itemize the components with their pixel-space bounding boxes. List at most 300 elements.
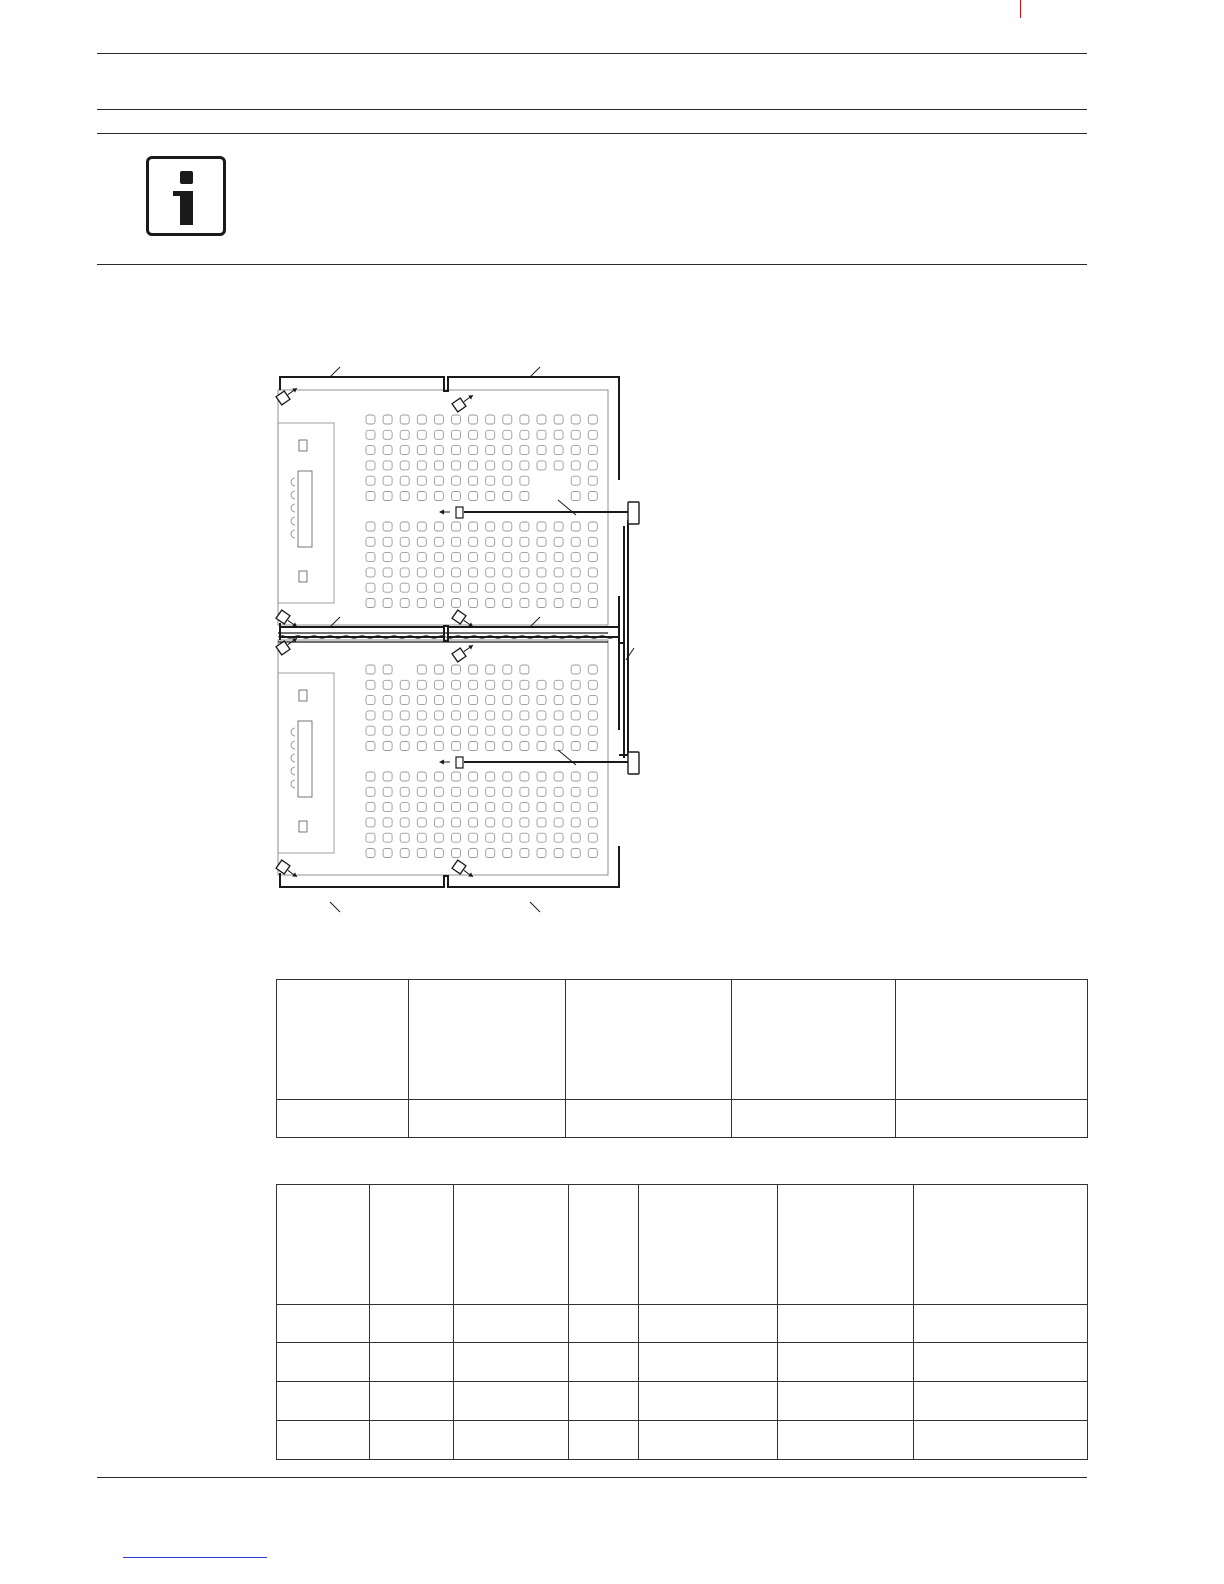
seat-icon [588, 583, 597, 592]
table-cell [639, 1421, 778, 1460]
seat-icon [400, 742, 409, 751]
seat-icon [469, 696, 478, 705]
seat-icon [452, 696, 461, 705]
seat-icon [452, 537, 461, 546]
seat-icon [520, 803, 529, 812]
seat-icon [520, 787, 529, 796]
seat-icon [571, 446, 580, 455]
table-1 [276, 979, 1088, 1138]
seat-icon [400, 599, 409, 608]
seat-icon [417, 818, 426, 827]
seat-icon [571, 680, 580, 689]
seat-icon [366, 803, 375, 812]
seat-icon [400, 583, 409, 592]
speaker-arrow [468, 643, 474, 649]
seat-icon [537, 553, 546, 562]
table-cell [778, 1343, 914, 1382]
seat-icon [554, 415, 563, 424]
callout-line [530, 367, 540, 377]
seat-icon [537, 849, 546, 858]
devices-group [276, 367, 639, 912]
seat-icon [520, 599, 529, 608]
seat-icon [434, 415, 443, 424]
table-cell [370, 1185, 454, 1305]
panel-seat [291, 491, 295, 499]
seat-icon [571, 818, 580, 827]
seat-icon [383, 553, 392, 562]
seat-icon [571, 803, 580, 812]
device-arrow [439, 510, 444, 515]
seat-icon [554, 430, 563, 439]
panel-seat [291, 504, 295, 512]
table-row [277, 1421, 1088, 1460]
seat-icon [383, 818, 392, 827]
rooms-group [278, 390, 614, 875]
seat-icon [588, 711, 597, 720]
seat-icon [383, 833, 392, 842]
seat-icon [520, 415, 529, 424]
seat-icon [383, 492, 392, 501]
table-row [277, 1382, 1088, 1421]
seat-icon [400, 818, 409, 827]
seat-icon [469, 665, 478, 674]
seat-icon [520, 772, 529, 781]
seat-icon [588, 537, 597, 546]
seat-icon [537, 742, 546, 751]
table-cell [732, 1100, 896, 1138]
seat-icon [469, 522, 478, 531]
seat-icon [520, 430, 529, 439]
device-arrow [439, 760, 444, 765]
table-cell [454, 1343, 569, 1382]
seat-icon [486, 415, 495, 424]
seat-icon [571, 711, 580, 720]
seat-icon [469, 583, 478, 592]
seat-icon [469, 833, 478, 842]
seat-icon [400, 568, 409, 577]
seat-icon [452, 742, 461, 751]
seat-icon [571, 476, 580, 485]
seat-icon [520, 446, 529, 455]
seat-icon [537, 461, 546, 470]
seat-icon [434, 430, 443, 439]
seat-icon [537, 696, 546, 705]
seat-icon [383, 430, 392, 439]
seat-icon [554, 446, 563, 455]
seat-icon [417, 461, 426, 470]
seat-icon [366, 696, 375, 705]
seat-icon [366, 711, 375, 720]
seat-icon [520, 461, 529, 470]
seat-icon [383, 803, 392, 812]
seat-icon [383, 680, 392, 689]
seat-icon [434, 818, 443, 827]
seat-icon [537, 583, 546, 592]
seat-icon [554, 680, 563, 689]
seat-icon [486, 583, 495, 592]
seat-icon [503, 446, 512, 455]
seat-icon [452, 568, 461, 577]
cable-top [280, 377, 619, 480]
seat-icon [366, 772, 375, 781]
seat-icon [571, 787, 580, 796]
seat-icon [469, 492, 478, 501]
seat-icon [417, 772, 426, 781]
seat-icon [554, 849, 563, 858]
seat-icon [452, 818, 461, 827]
seat-icon [452, 849, 461, 858]
seat-icon [520, 833, 529, 842]
seat-icon [503, 803, 512, 812]
seat-icon [571, 415, 580, 424]
seat-icon [537, 599, 546, 608]
speaker-icon [452, 860, 476, 881]
seat-icon [520, 568, 529, 577]
table-cell [454, 1382, 569, 1421]
speaker-arrow [468, 393, 474, 399]
seat-icon [503, 742, 512, 751]
seat-icon [588, 568, 597, 577]
seat-icon [400, 446, 409, 455]
panel-seat [291, 478, 295, 486]
seat-icon [366, 599, 375, 608]
seat-icon [452, 599, 461, 608]
seat-icon [588, 476, 597, 485]
stage-area [278, 673, 334, 853]
seat-icon [537, 803, 546, 812]
seat-icon [417, 415, 426, 424]
seat-icon [520, 742, 529, 751]
seat-icon [486, 522, 495, 531]
cable-bottom [280, 846, 619, 887]
seat-icon [383, 476, 392, 485]
seat-icon [571, 492, 580, 501]
seat-icon [469, 726, 478, 735]
seat-icon [469, 537, 478, 546]
table-cell [639, 1343, 778, 1382]
seat-icon [571, 665, 580, 674]
seat-icon [452, 772, 461, 781]
seat-icon [417, 833, 426, 842]
table-cell [370, 1421, 454, 1460]
seat-icon [486, 742, 495, 751]
seat-icon [588, 599, 597, 608]
table-cell [914, 1185, 1088, 1305]
seat-icon [503, 583, 512, 592]
table-cell [732, 980, 896, 1100]
table-cell [639, 1185, 778, 1305]
seat-icon [537, 446, 546, 455]
seat-icon [537, 787, 546, 796]
seat-icon [520, 818, 529, 827]
seat-icon [503, 415, 512, 424]
seat-icon [571, 461, 580, 470]
seat-icon [520, 726, 529, 735]
speaker-arrow [292, 386, 298, 392]
seat-icon [434, 726, 443, 735]
seat-icon [554, 726, 563, 735]
seat-icon [537, 415, 546, 424]
stage-box [299, 571, 307, 582]
seat-icon [400, 461, 409, 470]
seat-icon [383, 446, 392, 455]
speaker-arrow [292, 872, 298, 878]
stage-area [278, 423, 334, 603]
seat-icon [383, 522, 392, 531]
seat-icon [520, 537, 529, 546]
table-cell [896, 980, 1088, 1100]
seat-icon [383, 461, 392, 470]
seat-icon [400, 833, 409, 842]
seat-icon [434, 599, 443, 608]
seat-icon [417, 665, 426, 674]
seat-icon [503, 568, 512, 577]
table-cell [778, 1382, 914, 1421]
seat-icon [588, 430, 597, 439]
table-cell [370, 1343, 454, 1382]
seat-icon [434, 711, 443, 720]
seat-icon [434, 833, 443, 842]
seat-icon [366, 849, 375, 858]
seat-icon [434, 696, 443, 705]
seat-icon [554, 522, 563, 531]
seat-icon [503, 537, 512, 546]
wall-box-icon [628, 502, 639, 524]
seat-icon [588, 446, 597, 455]
seat-icon [503, 430, 512, 439]
table-cell [914, 1343, 1088, 1382]
seat-icon [434, 522, 443, 531]
seat-icon [366, 568, 375, 577]
seat-icon [469, 818, 478, 827]
seat-icon [520, 492, 529, 501]
table-cell [277, 1421, 370, 1460]
seat-icon [400, 476, 409, 485]
seat-icon [537, 818, 546, 827]
room-layout-diagram [268, 360, 648, 920]
table-cell [778, 1421, 914, 1460]
seat-icon [486, 461, 495, 470]
lectern-table [298, 471, 312, 547]
seat-icon [469, 772, 478, 781]
seat-icon [452, 680, 461, 689]
seat-icon [520, 680, 529, 689]
seat-icon [554, 537, 563, 546]
seat-icon [554, 583, 563, 592]
seat-icon [520, 665, 529, 674]
seat-icon [571, 568, 580, 577]
table-cell [569, 1382, 639, 1421]
seat-icon [417, 492, 426, 501]
seat-icon [588, 522, 597, 531]
seat-icon [554, 833, 563, 842]
seat-icon [588, 772, 597, 781]
table-cell [896, 1100, 1088, 1138]
table-cell [277, 1100, 409, 1138]
seat-icon [554, 818, 563, 827]
speaker-body [452, 648, 466, 662]
table-cell [370, 1305, 454, 1343]
seat-icon [469, 461, 478, 470]
table-cell [914, 1305, 1088, 1343]
seat-icon [400, 415, 409, 424]
stage-box [299, 440, 307, 451]
seat-icon [400, 492, 409, 501]
seat-icon [503, 772, 512, 781]
seat-icon [469, 787, 478, 796]
seat-icon [400, 553, 409, 562]
seat-icon [400, 522, 409, 531]
table-cell [569, 1421, 639, 1460]
table-cell [914, 1382, 1088, 1421]
seat-icon [417, 742, 426, 751]
seat-icon [503, 833, 512, 842]
seat-icon [486, 772, 495, 781]
callout-line [530, 902, 540, 912]
seat-icon [503, 680, 512, 689]
seat-icon [417, 680, 426, 689]
callout-line [530, 617, 540, 627]
seat-icon [503, 711, 512, 720]
table-cell [778, 1185, 914, 1305]
seat-icon [383, 849, 392, 858]
seat-icon [417, 430, 426, 439]
seat-icon [366, 818, 375, 827]
table-header-row [277, 980, 1088, 1100]
seat-icon [554, 461, 563, 470]
panel-seat [291, 517, 295, 525]
callout-line [330, 902, 340, 912]
seat-icon [417, 476, 426, 485]
seat-icon [486, 803, 495, 812]
seat-icon [383, 726, 392, 735]
seat-icon [486, 476, 495, 485]
seat-icon [588, 787, 597, 796]
seat-icon [434, 680, 443, 689]
seat-icon [503, 726, 512, 735]
seat-icon [417, 803, 426, 812]
seat-icon [383, 568, 392, 577]
seat-icon [503, 599, 512, 608]
cable-bottom [280, 596, 619, 637]
cable-trunk [619, 520, 628, 758]
table-cell [370, 1382, 454, 1421]
seat-icon [452, 522, 461, 531]
seat-icon [400, 711, 409, 720]
seat-icon [400, 696, 409, 705]
panel-seat [291, 780, 295, 788]
seat-icon [486, 430, 495, 439]
table-cell [454, 1305, 569, 1343]
seat-icon [434, 849, 443, 858]
seat-icon [452, 665, 461, 674]
seat-icon [571, 849, 580, 858]
seat-icon [588, 803, 597, 812]
seat-icon [537, 568, 546, 577]
seat-icon [366, 522, 375, 531]
seat-icon [469, 476, 478, 485]
seat-icon [417, 726, 426, 735]
info-icon [146, 156, 226, 236]
seat-icon [571, 696, 580, 705]
seat-icon [503, 818, 512, 827]
seat-icon [554, 803, 563, 812]
seat-icon [486, 726, 495, 735]
seat-icon [452, 787, 461, 796]
seat-icon [366, 680, 375, 689]
seat-icon [417, 787, 426, 796]
seat-icon [571, 553, 580, 562]
seat-icon [434, 537, 443, 546]
seat-icon [434, 553, 443, 562]
seat-icon [537, 680, 546, 689]
seat-icon [486, 568, 495, 577]
seat-icon [366, 787, 375, 796]
panel-seat [291, 767, 295, 775]
seat-icon [366, 833, 375, 842]
seat-icon [571, 742, 580, 751]
seat-icon [486, 849, 495, 858]
table-2 [276, 1184, 1088, 1460]
seat-icon [588, 461, 597, 470]
speaker-icon [452, 391, 476, 412]
seat-icon [452, 461, 461, 470]
table-cell [454, 1185, 569, 1305]
device-box-icon [456, 507, 463, 518]
seat-icon [366, 726, 375, 735]
seat-icon [434, 492, 443, 501]
speaker-arrow [468, 872, 474, 878]
seat-icon [400, 803, 409, 812]
seat-icon [366, 553, 375, 562]
stage-box [299, 690, 307, 701]
seat-icon [434, 568, 443, 577]
seat-icon [537, 711, 546, 720]
seat-icon [452, 492, 461, 501]
seat-icon [366, 476, 375, 485]
seat-icon [417, 849, 426, 858]
seat-icon [520, 476, 529, 485]
seat-icon [383, 415, 392, 424]
seat-icon [469, 680, 478, 689]
seat-icon [417, 583, 426, 592]
note-rule-bottom [97, 264, 1087, 265]
seat-icon [400, 772, 409, 781]
seat-icon [486, 446, 495, 455]
seat-icon [366, 742, 375, 751]
seat-icon [537, 430, 546, 439]
seat-icon [366, 461, 375, 470]
footer-link[interactable] [123, 1557, 267, 1558]
seat-icon [520, 583, 529, 592]
table-cell [566, 980, 732, 1100]
table-cell [454, 1421, 569, 1460]
seat-icon [520, 696, 529, 705]
seat-icon [503, 522, 512, 531]
seat-icon [571, 772, 580, 781]
seat-icon [588, 553, 597, 562]
seat-icon [400, 430, 409, 439]
seat-icon [469, 742, 478, 751]
seat-icon [486, 787, 495, 796]
seat-icon [537, 537, 546, 546]
panel-seat [291, 530, 295, 538]
seat-icon [417, 522, 426, 531]
seat-icon [366, 446, 375, 455]
seat-icon [469, 711, 478, 720]
seat-icon [469, 568, 478, 577]
seat-icon [537, 772, 546, 781]
